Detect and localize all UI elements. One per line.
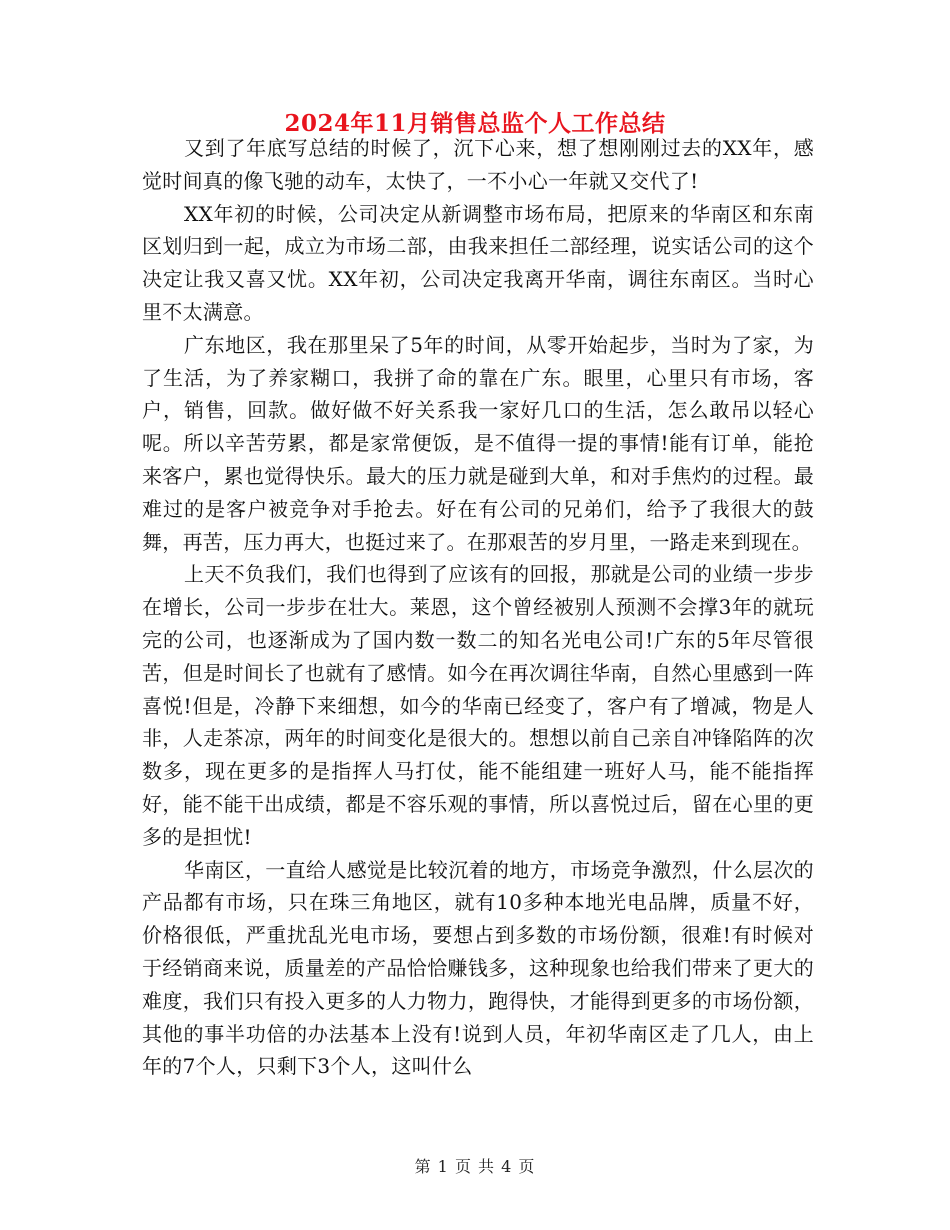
page-footer: 第 1 页 共 4 页 [414, 1157, 536, 1176]
paragraph-3: 广东地区，我在那里呆了5年的时间，从零开始起步，当时为了家，为了生活，为了养家糊口，我拼了命的靠在广东。眼里，心里只有市场，客户，销售，回款。做好做不好关系我一家好几口的生活，怎么敢吊以轻心呢。所以辛苦劳累，都是家常便饭，是不值得一提的事情!能有订单，能抢来客户，累也觉得快乐。最大的压力就是碰到大单，和对手焦灼的过程。最难过的是客户被竞争对手抢去。好在有公司的兄弟们，给予了我很大的鼓舞，再苦，压力再大，也挺过来了。在那艰苦的岁月里，一路走来到现在。 [142, 332, 814, 554]
paragraph-4: 上天不负我们，我们也得到了应该有的回报，那就是公司的业绩一步步在增长，公司一步步在壮大。莱恩，这个曾经被别人预测不会撑3年的就玩完的公司，也逐渐成为了国内数一数二的知名光电公司!广东的5年尽管很苦，但是时间长了也就有了感情。如今在再次调往华南，自然心里感到一阵喜悦!但是，冷静下来细想，如今的华南已经变了，客户有了增减，物是人非，人走茶凉，两年的时间变化是很大的。想想以前自己亲自冲锋陷阵的次数多，现在更多的是指挥人马打仗，能不能组建一班好人马，能不能指挥好，能不能干出成绩，都是不容乐观的事情，所以喜悦过后，留在心里的更多的是担忧! [142, 562, 814, 849]
document-title: 2024年11月销售总监个人工作总结 [284, 110, 666, 137]
paragraph-5: 华南区，一直给人感觉是比较沉着的地方，市场竞争激烈，什么层次的产品都有市场，只在珠三角地区，就有10多种本地光电品牌，质量不好，价格很低，严重扰乱光电市场，要想占到多数的市场份额，很难!有时候对于经销商来说，质量差的产品恰恰赚钱多，这种现象也给我们带来了更大的难度，我们只有投入更多的人力物力，跑得快，才能得到更多的市场份额，其他的事半功倍的办法基本上没有!说到人员，年初华南区走了几人，由上年的7个人，只剩下3个人，这叫什么 [142, 857, 814, 1079]
paragraph-2: XX年初的时候，公司决定从新调整市场布局，把原来的华南区和东南区划归到一起，成立为市场二部，由我来担任二部经理，说实话公司的这个决定让我又喜又忧。XX年初，公司决定我离开华南，调往东南区。当时心里不太满意。 [142, 201, 814, 324]
document-body [142, 132, 814, 1083]
paragraph-1: 又到了年底写总结的时候了，沉下心来，想了想刚刚过去的XX年，感觉时间真的像飞驰的动车，太快了，一不小心一年就又交代了! [142, 136, 814, 193]
